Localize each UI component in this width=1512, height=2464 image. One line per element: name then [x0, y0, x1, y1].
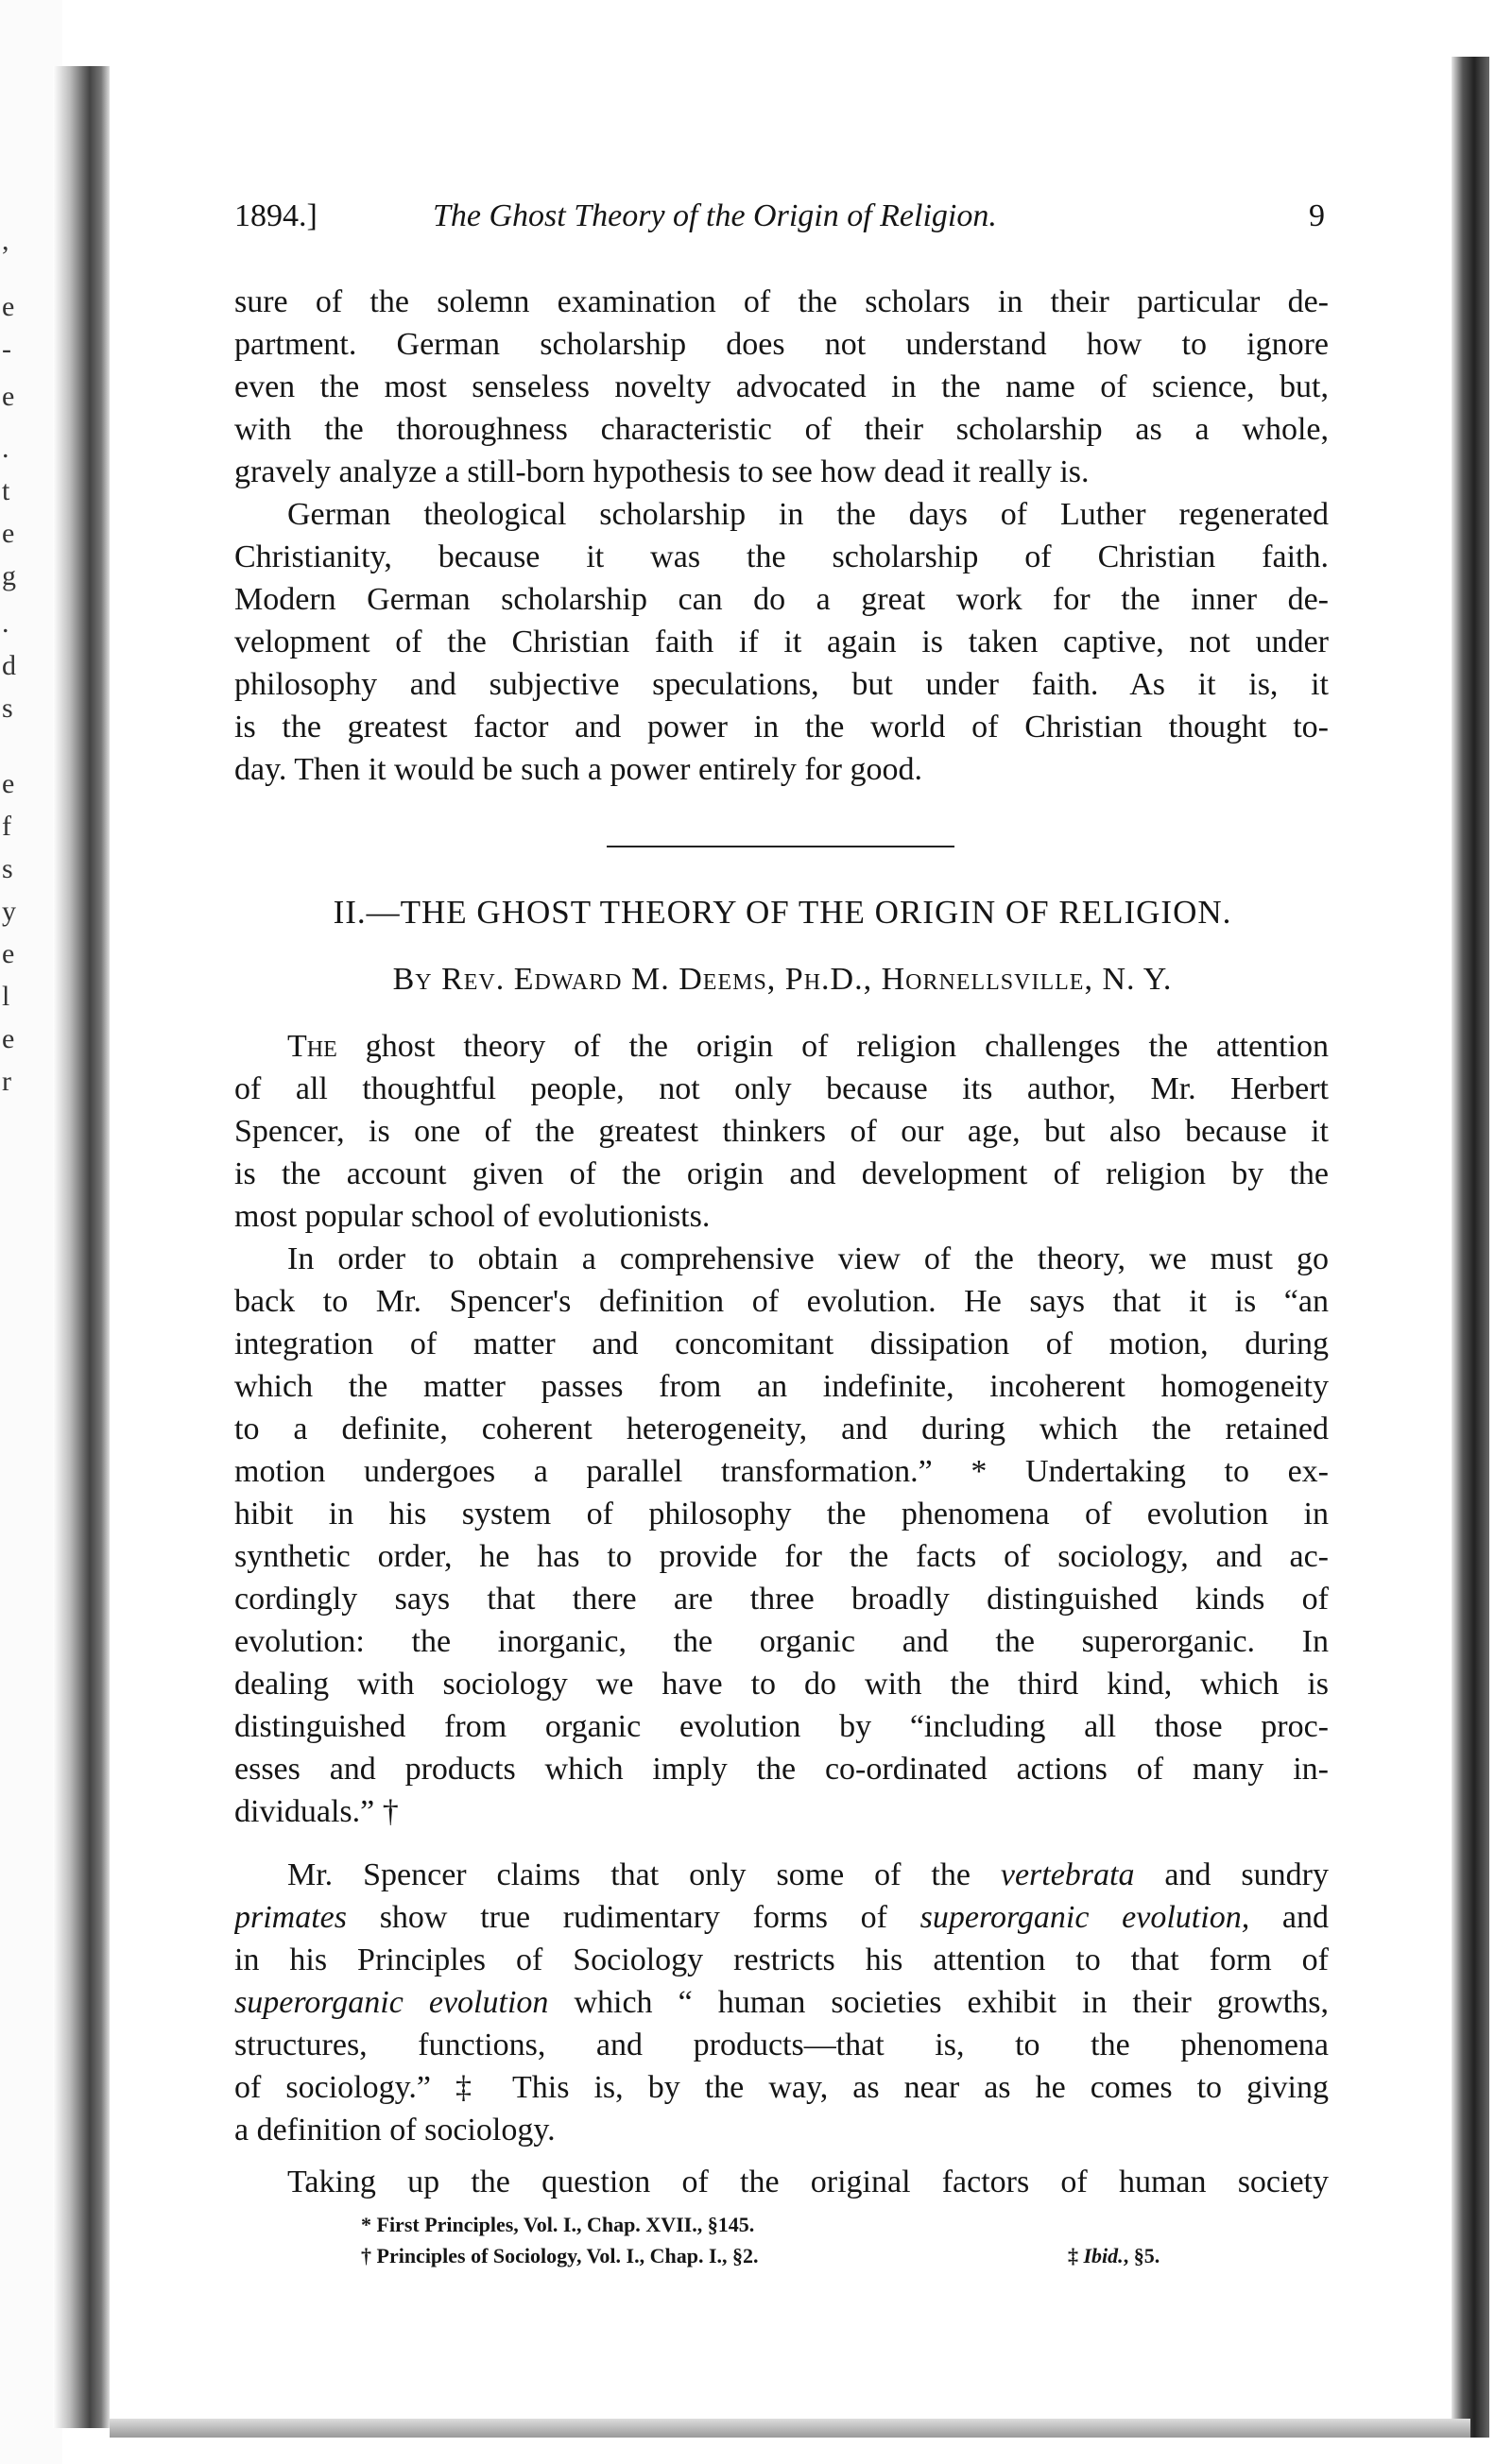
- facing-page-letter: e: [2, 291, 15, 322]
- text-line: evolution: the inorganic, the organic and the superorganic. In: [234, 1624, 1329, 1659]
- text-line: which the matter passes from an indefinite, incoherent homogeneity: [234, 1369, 1329, 1404]
- text-line: [287, 1028, 1329, 1066]
- facing-page-letter: f: [2, 811, 11, 842]
- facing-page-letter: .: [2, 433, 9, 464]
- book-gutter: [53, 66, 110, 2428]
- text-line: day. Then it would be such a power entirely for good.: [234, 752, 922, 787]
- text-line: dealing with sociology we have to do with the third kind, which is: [234, 1667, 1329, 1702]
- text-line: even the most senseless novelty advocated in the name of science, but,: [234, 369, 1329, 404]
- facing-page-letter: s: [2, 853, 13, 884]
- text-run: and: [1249, 1900, 1329, 1935]
- text-line: In order to obtain a comprehensive view of the theory, we must go: [287, 1241, 1329, 1276]
- text-line: sure of the solemn examination of the scholars in their particular de-: [234, 284, 1329, 319]
- text-line: structures, functions, and products—that is, to the phenomena: [234, 2028, 1329, 2062]
- facing-page-letter: e: [2, 938, 15, 969]
- footnote-mark: ‡: [1068, 2244, 1084, 2267]
- text-line: is the greatest factor and power in the world of Christian thought to-: [234, 710, 1329, 744]
- facing-page-letter: ,: [2, 225, 9, 256]
- text-line: synthetic order, he has to provide for the facts of sociology, and ac-: [234, 1539, 1329, 1574]
- text-line: velopment of the Christian faith if it again is taken captive, not under: [234, 625, 1329, 659]
- page-right-edge: [1452, 57, 1489, 2438]
- facing-page-letter: s: [2, 693, 13, 724]
- text-line: a definition of sociology.: [234, 2113, 556, 2147]
- italic-term: superorganic evolution: [234, 1985, 549, 2020]
- text-line: gravely analyze a still-born hypothesis to see how dead it really is.: [234, 454, 1090, 489]
- lead-word: The: [287, 1029, 337, 1064]
- facing-page-letter: y: [2, 896, 16, 927]
- header-year: 1894.]: [234, 198, 318, 233]
- text-line: [234, 1899, 1329, 1937]
- text-line: in his Principles of Sociology restricts his attention to that form of: [234, 1942, 1329, 1977]
- article-byline: By Rev. Edward M. Deems, Ph.D., Hornellsville, N. Y.: [392, 962, 1173, 997]
- text-line: is the account given of the origin and development of religion by the: [234, 1156, 1329, 1191]
- text-line: most popular school of evolutionists.: [234, 1199, 711, 1234]
- footnote: * First Principles, Vol. I., Chap. XVII., §145.: [361, 2213, 755, 2236]
- text-line: with the thoroughness characteristic of their scholarship as a whole,: [234, 412, 1329, 447]
- text-line: cordingly says that there are three broadly distinguished kinds of: [234, 1582, 1329, 1617]
- text-line: Spencer, is one of the greatest thinkers of our age, but also because it: [234, 1114, 1329, 1149]
- footnote: [1068, 2244, 1160, 2268]
- section-divider: [607, 846, 954, 847]
- page-bottom-edge: [110, 2419, 1470, 2438]
- text-run: , §5.: [1123, 2244, 1160, 2267]
- text-line: Taking up the question of the original factors of human society: [287, 2165, 1329, 2199]
- text-line: back to Mr. Spencer's definition of evolution. He says that it is “an: [234, 1284, 1329, 1319]
- text-run: ghost theory of the origin of religion challenges the attention: [336, 1029, 1329, 1064]
- text-line: motion undergoes a parallel transformation.” * Undertaking to ex-: [234, 1454, 1329, 1489]
- facing-page-letter: e: [2, 1023, 15, 1054]
- text-line: German theological scholarship in the days of Luther regenerated: [287, 497, 1329, 532]
- text-line: of sociology.” ‡ This is, by the way, as near as he comes to giving: [234, 2070, 1329, 2105]
- text-run: which “ human societies exhibit in their growths,: [548, 1985, 1329, 2020]
- facing-page-letter: e: [2, 768, 15, 799]
- facing-page-letter: .: [2, 607, 9, 639]
- italic-term: superorganic evolution,: [919, 1900, 1250, 1935]
- text-run: and sundry: [1134, 1857, 1329, 1892]
- text-line: of all thoughtful people, not only because its author, Mr. Herbert: [234, 1071, 1329, 1106]
- text-line: Modern German scholarship can do a great work for the inner de-: [234, 582, 1329, 617]
- text-run: Mr. Spencer claims that only some of the: [287, 1857, 1001, 1892]
- header-running-title: The Ghost Theory of the Origin of Religion.: [433, 198, 997, 233]
- italic-term: primates: [234, 1900, 347, 1935]
- running-head: [234, 198, 1331, 246]
- facing-page-letter: d: [2, 650, 16, 681]
- facing-page-letter: g: [2, 560, 16, 591]
- text-line: [234, 1984, 1329, 2022]
- italic-term: Ibid.: [1083, 2244, 1124, 2267]
- facing-page-letter: t: [2, 475, 10, 506]
- facing-page-letter: e: [2, 518, 15, 549]
- facing-page-letter: -: [2, 334, 11, 365]
- text-line: to a definite, coherent heterogeneity, and during which the retained: [234, 1412, 1329, 1446]
- footnote: † Principles of Sociology, Vol. I., Chap. I., §2.: [361, 2244, 759, 2267]
- page-number: 9: [1309, 198, 1325, 233]
- text-line: integration of matter and concomitant dissipation of motion, during: [234, 1326, 1329, 1361]
- italic-term: vertebrata: [1000, 1857, 1135, 1892]
- text-line: hibit in his system of philosophy the phenomena of evolution in: [234, 1497, 1329, 1531]
- text-line: [287, 1857, 1329, 1894]
- facing-page-letter: l: [2, 981, 10, 1012]
- article-title: II.—THE GHOST THEORY OF THE ORIGIN OF RELIGION.: [333, 894, 1232, 931]
- facing-page-letter: r: [2, 1066, 11, 1097]
- text-line: philosophy and subjective speculations, but under faith. As it is, it: [234, 667, 1329, 702]
- text-run: show true rudimentary forms of: [347, 1900, 920, 1935]
- text-line: dividuals.” †: [234, 1794, 399, 1829]
- facing-page-letter: e: [2, 381, 15, 412]
- text-line: Christianity, because it was the scholarship of Christian faith.: [234, 539, 1329, 574]
- text-line: esses and products which imply the co-ordinated actions of many in-: [234, 1752, 1329, 1787]
- facing-page-letters: [0, 0, 28, 1228]
- text-line: partment. German scholarship does not understand how to ignore: [234, 327, 1329, 362]
- text-line: distinguished from organic evolution by “including all those proc-: [234, 1709, 1329, 1744]
